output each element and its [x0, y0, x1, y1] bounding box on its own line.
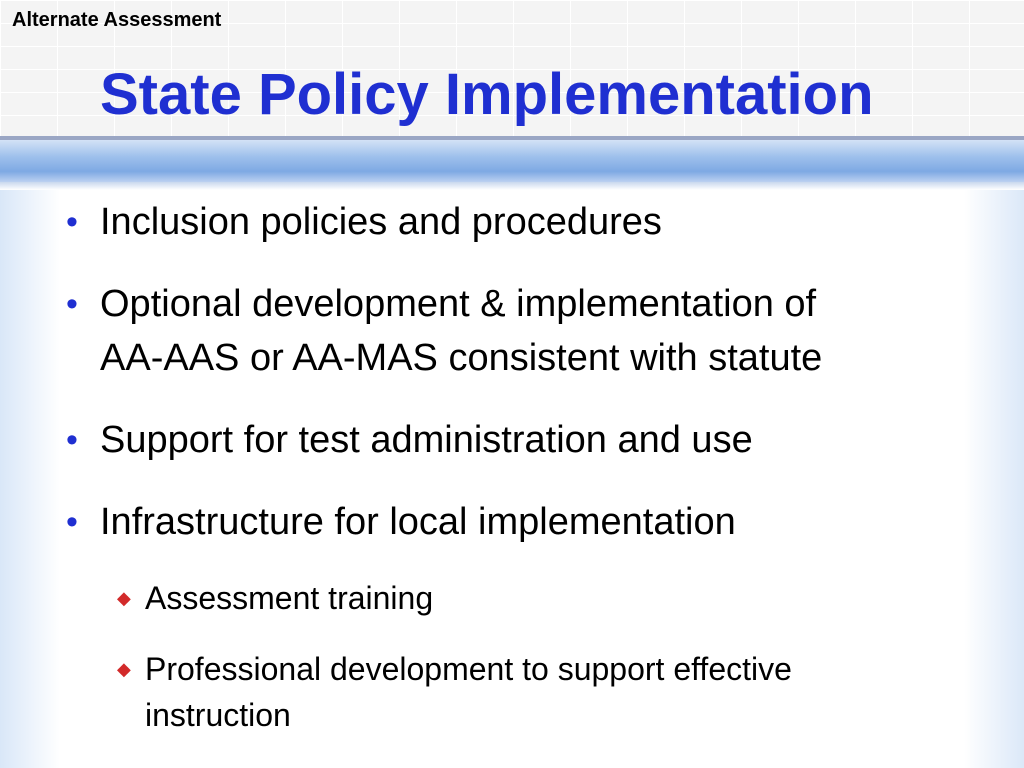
bullet-item-continuation: [100, 331, 822, 385]
sub-bullet-item: [117, 575, 434, 621]
header-label: Alternate Assessment: [12, 9, 222, 31]
bullet-text: Optional development & implementation of: [100, 283, 817, 325]
bullet-dot-icon: •: [66, 503, 78, 541]
bullet-text: Inclusion policies and procedures: [100, 201, 662, 243]
bullet-text: Infrastructure for local implementation: [100, 501, 736, 543]
bullet-item: [66, 413, 753, 467]
bullet-text: AA-AAS or AA-MAS consistent with statute: [100, 337, 823, 379]
bullet-text: Support for test administration and use: [100, 419, 753, 461]
bullet-item: [66, 495, 736, 549]
bullet-dot-icon: •: [66, 421, 78, 459]
sub-bullet-text: Assessment training: [145, 580, 434, 616]
sub-bullet-text: Professional development to support effective: [145, 651, 792, 687]
diamond-bullet-icon: ◆: [117, 588, 131, 608]
bullet-dot-icon: •: [66, 203, 78, 241]
sub-bullet-text: instruction: [145, 697, 291, 733]
sub-bullet-item-continuation: [145, 692, 291, 738]
bullet-item: [66, 195, 662, 249]
slide-title: State Policy Implementation: [100, 62, 874, 127]
bullet-item: [66, 277, 817, 331]
diamond-bullet-icon: ◆: [117, 659, 131, 679]
bullet-dot-icon: •: [66, 285, 78, 323]
sub-bullet-item: [117, 646, 792, 692]
